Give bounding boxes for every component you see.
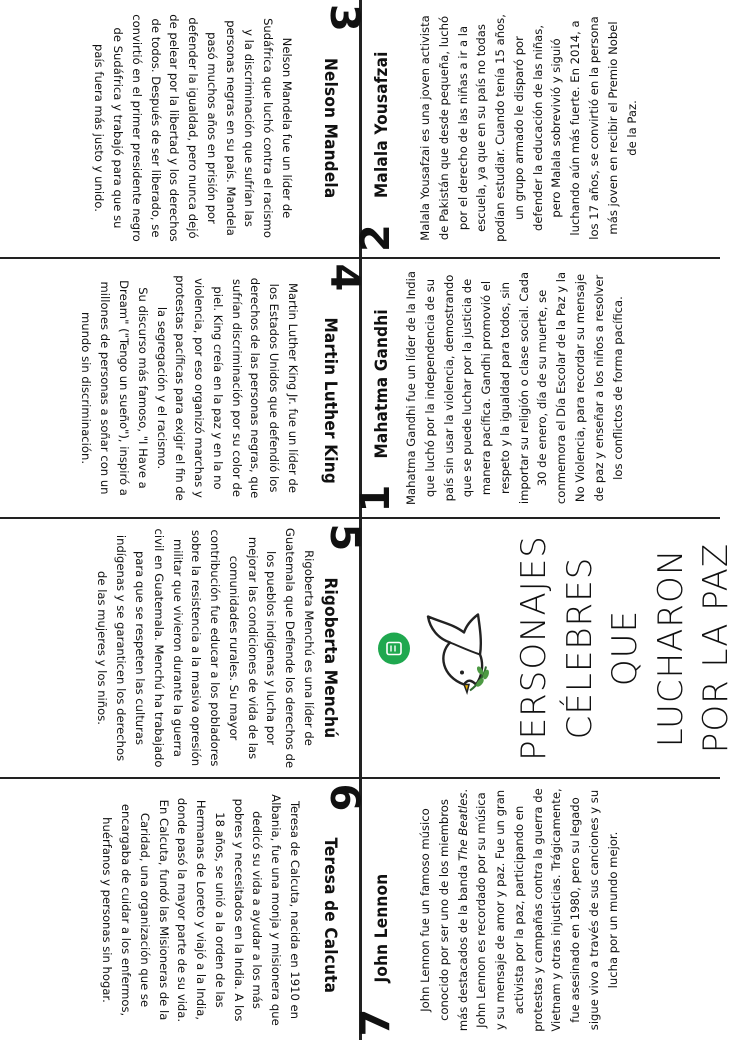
card-text: Nelson Mandela fue un líder de Sudáfrica que luchó contra el racismo y la discriminación que sufrían las personas negras en su país. Mandela pasó muchos años en prisión por defender la igualdad, pero nunca dejó de pelear por la libertad y los derechos de todos. Después de ser liberado, se convirtió en el primer presidente negro de Sudáfrica y trabajó para que su país fuera más justo y unido.	[92, 14, 294, 242]
card-text: Rigoberta Menchú es una líder de Guatemala que Defiende los derechos de los pueblos indígenas y lucha por mejorar las condiciones de vida de las comunidades rurales. Su mayor contribución fue educar a los pobladores sobre la resistencia a la masiva opresión militar que vivieron durante la guerra civil en Guatemala. Menchú ha trabajado para que se respeten las culturas indígenas y se garanticen los derechos de las mujeres y los niños.	[95, 527, 316, 768]
card-text	[77, 273, 302, 502]
card-number: 3	[321, 4, 367, 32]
card-teresa-de-calcuta	[0, 779, 367, 1040]
card-number: 5	[321, 523, 367, 551]
card-text-end: . John Lennon es recordado por su música y su mensaje de amor y paz. Fue un gran activista por la paz, participando en protestas y campañas contra la guerra de Vietnam y otras injusticias. Trágicamente, fue asesinado en 1980, pero su legado sigue vivo a través de sus canciones y su lucha por un mundo mejor.	[455, 787, 620, 1032]
card-mahatma-gandhi	[353, 259, 720, 516]
card-malala-yousafzai	[353, 0, 720, 256]
card-text	[416, 787, 623, 1032]
card-name: Nelson Mandela	[320, 58, 340, 199]
cover-title-line-4: POR LA PAZ	[696, 542, 737, 753]
card-john-lennon	[353, 779, 720, 1040]
card-number: 6	[321, 783, 367, 811]
card-number: 7	[353, 1008, 399, 1036]
card-name: John Lennon	[372, 873, 392, 982]
card-nelson-mandela	[0, 0, 367, 256]
card-number: 4	[321, 263, 367, 291]
card-text-paragraph-2: Su discurso más famoso, "I Have a Dream" ("Tengo un sueño"), inspiró a millones de personas a soñar con un mundo sin discriminación.	[79, 279, 150, 496]
cover-title-line-2: CÉLEBRES	[559, 556, 600, 739]
card-text-start: John Lennon fue un famoso músico conocido por ser uno de los miembros más destacados de la banda	[418, 798, 470, 1031]
cover-panel	[362, 519, 737, 776]
card-rigoberta-menchu	[0, 519, 367, 776]
card-text: Malala Yousafzai es una joven activista de Pakistán que desde pequeña, luchó por el derecho de las niñas a ir a la escuela, ya que en su país no todas podían estudiar. Cuando tenía 15 años, un grupo armado le disparó por defender la educación de las niñas, pero Malala sobrevivió y siguió luchando aún más fuerte. En 2014, a los 17 años, se convirtió en la persona más joven en recibir el Premio Nobel de la Paz.	[418, 14, 639, 242]
card-martin-luther-king	[0, 259, 367, 516]
card-text: Mahatma Gandhi fue un líder de la India que luchó por la independencia de su país sin usar la violencia, demostrando que se puede luchar por la justicia de manera pacífica. Gandhi promovió el respeto y la igualdad para todos, sin importar su religión o clase social. Cada 30 de enero, día de su muerte, se conmemora el Día Escolar de la Paz y la No Violencia, para recordar su mensaje de paz y enseñar a los niños a resolver los conflictos de forma pacífica.	[404, 270, 625, 505]
card-text: Teresa de Calcuta, nacida en 1910 en Albania, fue una monja y misionera que dedicó su vida a ayudar a los más pobres y necesitados en la India. A los 18 años, se unió a la orden de las Hermanas de Loreto y viajó a la India, donde pasó la mayor parte de su vida. En Calcuta, fundó las Misioneras de la Caridad, una organización que se encargaba de cuidar a los enfermos, huérfanos y personas sin hogar.	[100, 793, 302, 1026]
logo-badge-icon	[378, 632, 410, 664]
card-number: 2	[353, 224, 399, 252]
card-name: Malala Yousafzai	[372, 51, 392, 198]
card-name: Rigoberta Menchú	[320, 577, 340, 738]
card-text-paragraph-1: Martin Luther King Jr. fue un líder de los Estados Unidos que defendió los derechos de las personas negras, que sufrían discriminación por su color de piel. King creía en la paz y en la no violencia, por eso organizó marchas y protestas pacíficas para exigir el fin de la segregación y el racismo.	[154, 274, 300, 501]
card-number: 1	[353, 484, 399, 512]
card-name: Teresa de Calcuta	[320, 837, 340, 993]
dove-icon	[420, 598, 498, 694]
card-name: Martin Luther King	[320, 317, 340, 484]
cover-title-line-1: PERSONAJES	[514, 534, 554, 761]
card-name: Mahatma Gandhi	[372, 308, 392, 458]
band-name: The Beatles	[455, 792, 470, 861]
cover-title-line-3: QUE LUCHARON	[605, 548, 691, 747]
cover-title	[512, 519, 740, 776]
